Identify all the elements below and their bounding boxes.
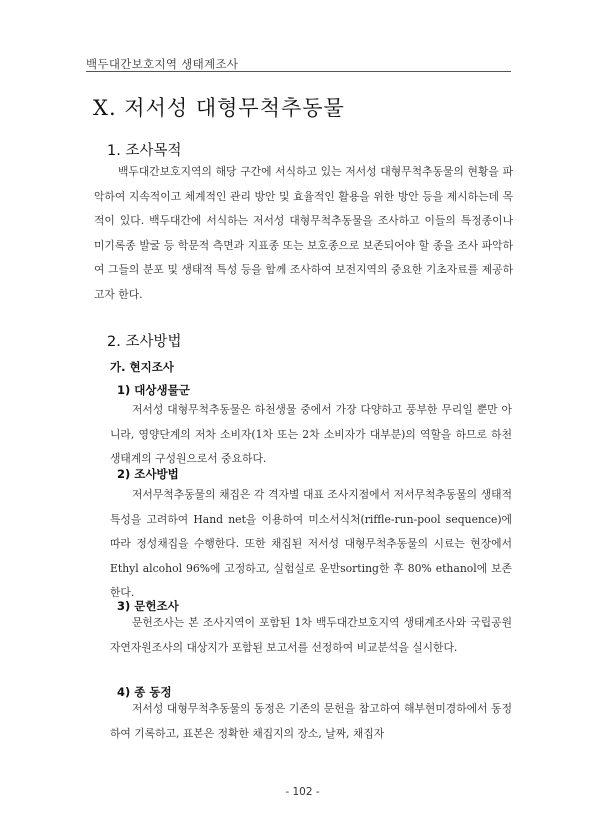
survey-method-paragraph: 저서무척추동물의 채집은 각 격자별 대표 조사지점에서 저서무척추동물의 생태적 특성을 고려하여 Hand net을 이용하여 미소서식처(riffle-run-pool sequence)에 따라 정성채집을 수행한다. 또한 채집된 저서성 대형무척추동물의 시료는 현장에서 Ethyl alcohol 96%에 고정하고, 실험실로 운반sorting한 후 80% ethanol에 보존한다. — [110, 488, 512, 600]
species-identification-paragraph: 저서성 대형무척추동물의 동정은 기존의 문헌을 참고하여 해부현미경하에서 동정하여 기록하고, 표본은 정확한 채집지의 장소, 날짜, 채집자 — [110, 702, 512, 740]
page-number: - 102 - — [285, 786, 320, 798]
purpose-paragraph: 백두대간보호지역의 해당 구간에 서식하고 있는 저서성 대형무척추동물의 현황을 파악하여 지속적이고 체계적인 관리 방안 및 효율적인 활용을 위한 방안 등을 제시하는데 목적이 있다. 백두대간에 서식하는 저서성 대형무척추동물을 조사하고 이들의 특정종이나 미기록종 발굴 등 학문적 측면과 지표종 또는 보호종으로 보존되어야 할 종을 조사 파악하여 그들의 분포 및 생태적 특성 등을 함께 조사하여 보전지역의 중요한 기초자료를 제공하고자 한다. — [94, 165, 513, 301]
header-rule — [86, 71, 511, 72]
item-heading-species-identification: 4) 종 동정 — [117, 685, 172, 699]
target-organisms-paragraph: 저서성 대형무척추동물은 하천생물 중에서 가장 다양하고 풍부한 무리일 뿐만 아니라, 영양단계의 저차 소비자(1차 또는 2차 소비자가 대부분)의 역할을 하므로 하천생태계의 구성원으로서 중요하다. — [110, 403, 512, 466]
item-heading-target-organisms: 1) 대상생물군 — [117, 383, 190, 397]
section-heading-purpose: 1. 조사목적 — [107, 143, 182, 159]
item-heading-literature-survey: 3) 문헌조사 — [117, 599, 179, 613]
chapter-title: Ⅹ. 저서성 대형무척추동물 — [93, 96, 345, 120]
subsection-heading-field-survey: 가. 현지조사 — [110, 360, 174, 374]
section-heading-method: 2. 조사방법 — [107, 334, 182, 350]
literature-survey-paragraph: 문헌조사는 본 조사지역이 포함된 1차 백두대간보호지역 생태계조사와 국립공원 자연자원조사의 대상지가 포함된 보고서를 선정하여 비교분석을 실시한다. — [110, 616, 512, 654]
item-heading-survey-method: 2) 조사방법 — [117, 467, 179, 481]
running-header: 백두대간보호지역 생태계조사 — [86, 57, 239, 71]
